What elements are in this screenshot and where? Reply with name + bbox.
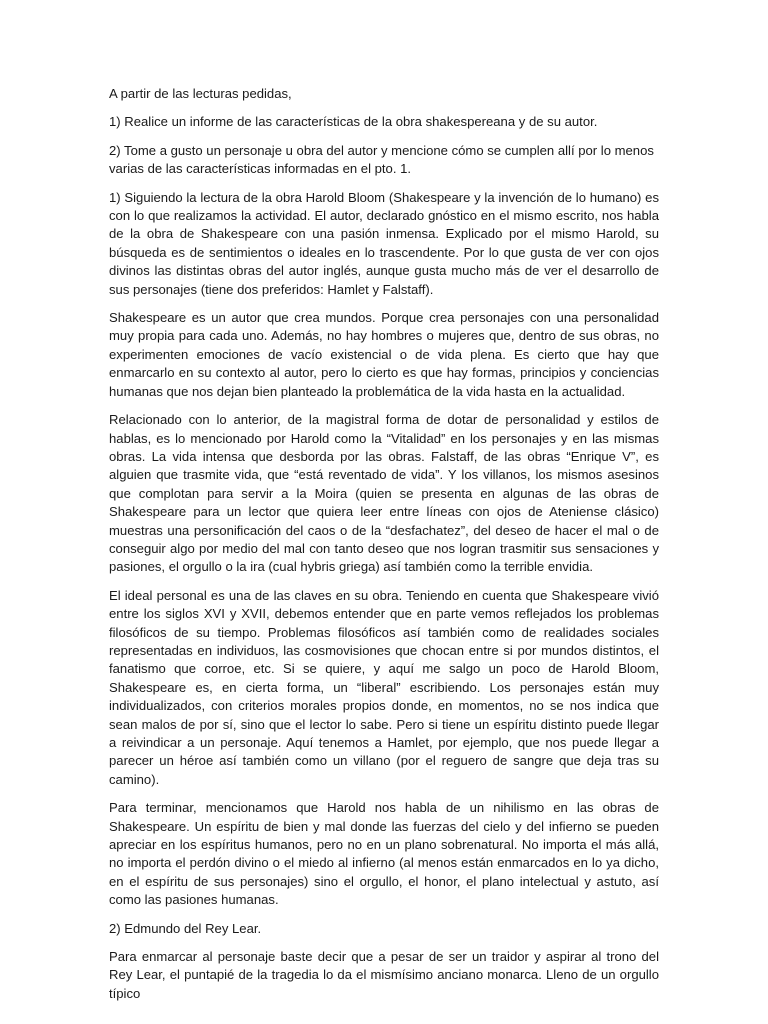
answer-1-paragraph: El ideal personal es una de las claves en su obra. Teniendo en cuenta que Shakespeare vivió entre los siglos XVI y XVII, debemos entender que en parte vemos reflejados los problemas filosóficos de su tiempo. Problemas filosóficos así también como de realidades sociales representadas en individuos, las cosmovisiones que chocan entre si por mundos distintos, el fanatismo que corroe, etc. Si se quiere, y aquí me salgo un poco de Harold Bloom, Shakespeare es, en cierta forma, un “liberal” escribiendo. Los personajes están muy individualizados, con criterios morales propios donde, en momentos, no se nos indica que sean malos de por sí, sino que el lector lo sabe. Pero si tiene un espíritu distinto puede llegar a reivindicar a un personaje. Aquí tenemos a Hamlet, por ejemplo, que nos puede llegar a parecer un héroe así también como un villano (por el reguero de sangre que deja tras su camino). [109, 587, 659, 787]
answer-1-paragraph: 1) Siguiendo la lectura de la obra Harold Bloom (Shakespeare y la invención de lo humano) es con lo que realizamos la actividad. El autor, declarado gnóstico en el mismo escrito, nos habla de la obra de Shakespeare con una pasión inmensa. Explicado por el mismo Harold, su búsqueda es de sentimientos o ideales en lo trascendente. Por lo que gusta de ver con ojos divinos las distintas obras del autor inglés, aunque gusta mucho más de ver el desarrollo de sus personajes (tiene dos preferidos: Hamlet y Falstaff). [109, 189, 659, 297]
answer-1-paragraph: Para terminar, mencionamos que Harold nos habla de un nihilismo en las obras de Shakespeare. Un espíritu de bien y mal donde las fuerzas del cielo y del infierno se pueden apreciar en los espíritus humanos, pero no en un plano sobrenatural. No importa el más allá, no importa el perdón divino o el miedo al infierno (al menos están enmarcados en lo ya dicho, en el espíritu de sus personajes) sino el orgullo, el honor, el plano intelectual y astuto, así como las pasiones humanas. [109, 800, 659, 908]
intro-line: A partir de las lecturas pedidas, [109, 86, 292, 101]
answer-1-paragraph: Shakespeare es un autor que crea mundos. Porque crea personajes con una personalidad muy propia para cada uno. Además, no hay hombres o mujeres que, dentro de sus obras, no experimenten emociones de vacío existencial o de vida plena. Es cierto que hay que enmarcarlo en su contexto al autor, pero lo cierto es que hay formas, principios y conciencias humanas que nos dejan bien planteado la problemática de la vida hasta en la actualidad. [109, 310, 659, 399]
answer-1-paragraph: Relacionado con lo anterior, de la magistral forma de dotar de personalidad y estilos de hablas, es lo mencionado por Harold como la “Vitalidad” en los personajes y en las mismas obras. La vida intensa que desborda por las obras. Falstaff, de las obras “Enrique V”, es alguien que trasmite vida, que “está reventado de vida”. Y los villanos, los mismos asesinos que complotan para servir a la Moira (quien se presenta en algunas de las obras de Shakespeare para un lector que quiera leer entre líneas con ojos de Ateniense clásico) muestras una personificación del caos o de la “desfachatez”, del deseo de hacer el mal o de conseguir algo por medio del mal con tanto deseo que nos logran trasmitir sus sensaciones y pasiones, el orgullo o la ira (cual hybris griega) así también como la terrible envidia. [109, 412, 659, 575]
answer-2-paragraph: Para enmarcar al personaje baste decir que a pesar de ser un traidor y aspirar al trono del Rey Lear, el puntapié de la tragedia lo da el mismísimo anciano monarca. Lleno de un orgullo típico [109, 949, 659, 1001]
question-2: 2) Tome a gusto un personaje u obra del autor y mencione cómo se cumplen allí por lo menos varias de las características informadas en el pto. 1. [109, 142, 654, 177]
answer-2-heading: 2) Edmundo del Rey Lear. [109, 920, 262, 936]
question-1: 1) Realice un informe de las características de la obra shakespereana y de su autor. [109, 114, 598, 130]
document-body [109, 85, 659, 1013]
